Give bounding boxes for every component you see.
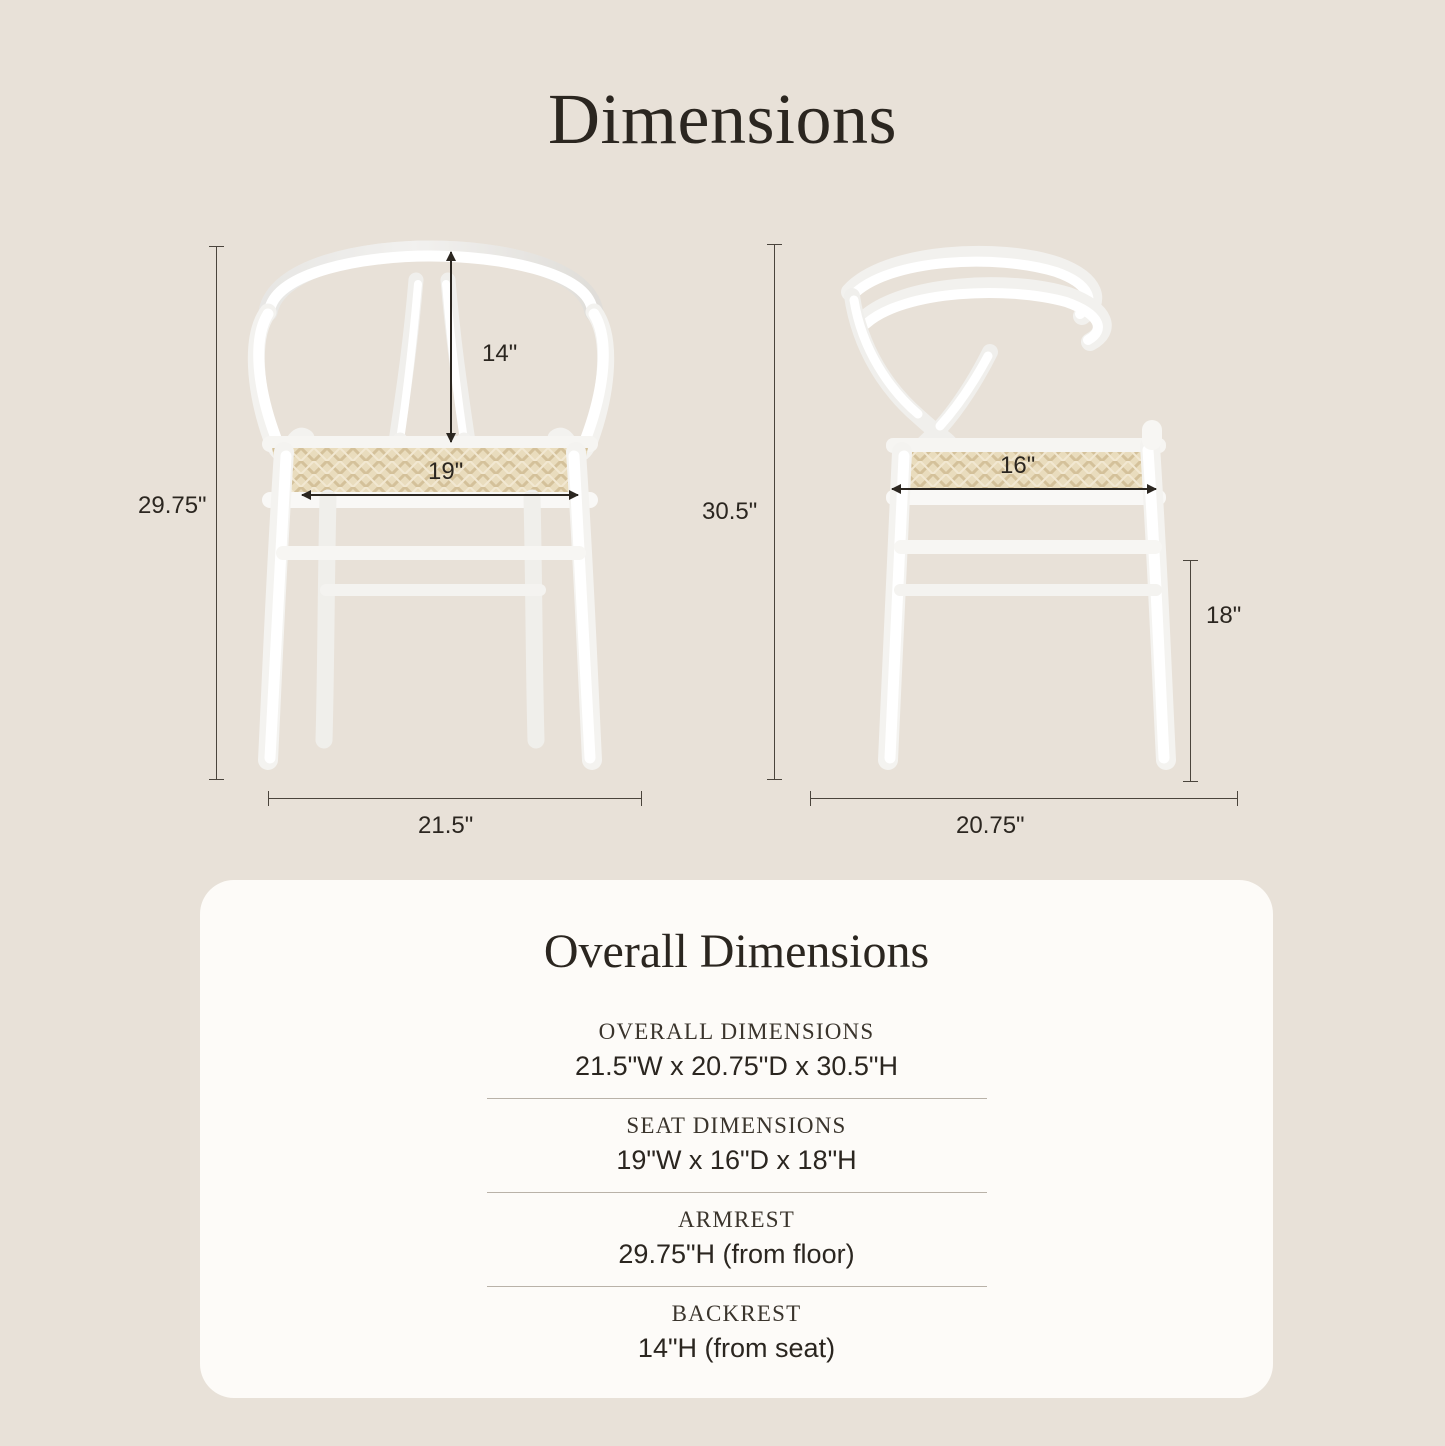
- seat-depth-dim-arrow: [892, 488, 1156, 490]
- side-height-dim-line: [774, 244, 775, 780]
- backrest-dim-label: 14": [482, 340, 518, 367]
- front-width-dim-line: [268, 798, 642, 799]
- spec-row: [487, 1192, 987, 1286]
- spec-label: ARMREST: [677, 1207, 796, 1232]
- seat-height-dim-line: [1190, 560, 1191, 782]
- overall-dimensions-card: [200, 880, 1273, 1398]
- spec-value: 21.5"W x 20.75"D x 30.5"H: [575, 1051, 898, 1081]
- spec-row: [487, 1286, 987, 1380]
- spec-label: SEAT DIMENSIONS: [626, 1113, 847, 1138]
- seat-width-dim-label: 19": [428, 458, 464, 485]
- page-title: Dimensions: [547, 79, 897, 159]
- spec-label: BACKREST: [671, 1301, 802, 1326]
- side-view: [702, 230, 1260, 850]
- front-width-label: 21.5": [418, 812, 474, 839]
- seat-height-dim-label: 18": [1206, 602, 1242, 629]
- front-height-label: 29.75": [138, 492, 207, 519]
- spec-row: [487, 1005, 987, 1098]
- spec-list: [487, 1005, 987, 1380]
- spec-row: [487, 1098, 987, 1192]
- spec-label: OVERALL DIMENSIONS: [598, 1019, 875, 1044]
- card-title: Overall Dimensions: [543, 925, 930, 978]
- front-height-dim-line: [216, 246, 217, 780]
- spec-value: 14"H (from seat): [637, 1333, 836, 1363]
- seat-width-dim-arrow: [302, 494, 578, 496]
- side-height-label: 30.5": [702, 498, 758, 525]
- front-view: [138, 230, 680, 850]
- seat-depth-dim-label: 16": [1000, 452, 1036, 479]
- side-depth-label: 20.75": [956, 812, 1025, 839]
- dimensions-diagram: [0, 230, 1445, 850]
- spec-value: 19"W x 16"D x 18"H: [616, 1145, 857, 1175]
- side-depth-dim-line: [810, 798, 1238, 799]
- spec-value: 29.75"H (from floor): [618, 1239, 855, 1269]
- backrest-dim-arrow: [450, 252, 452, 442]
